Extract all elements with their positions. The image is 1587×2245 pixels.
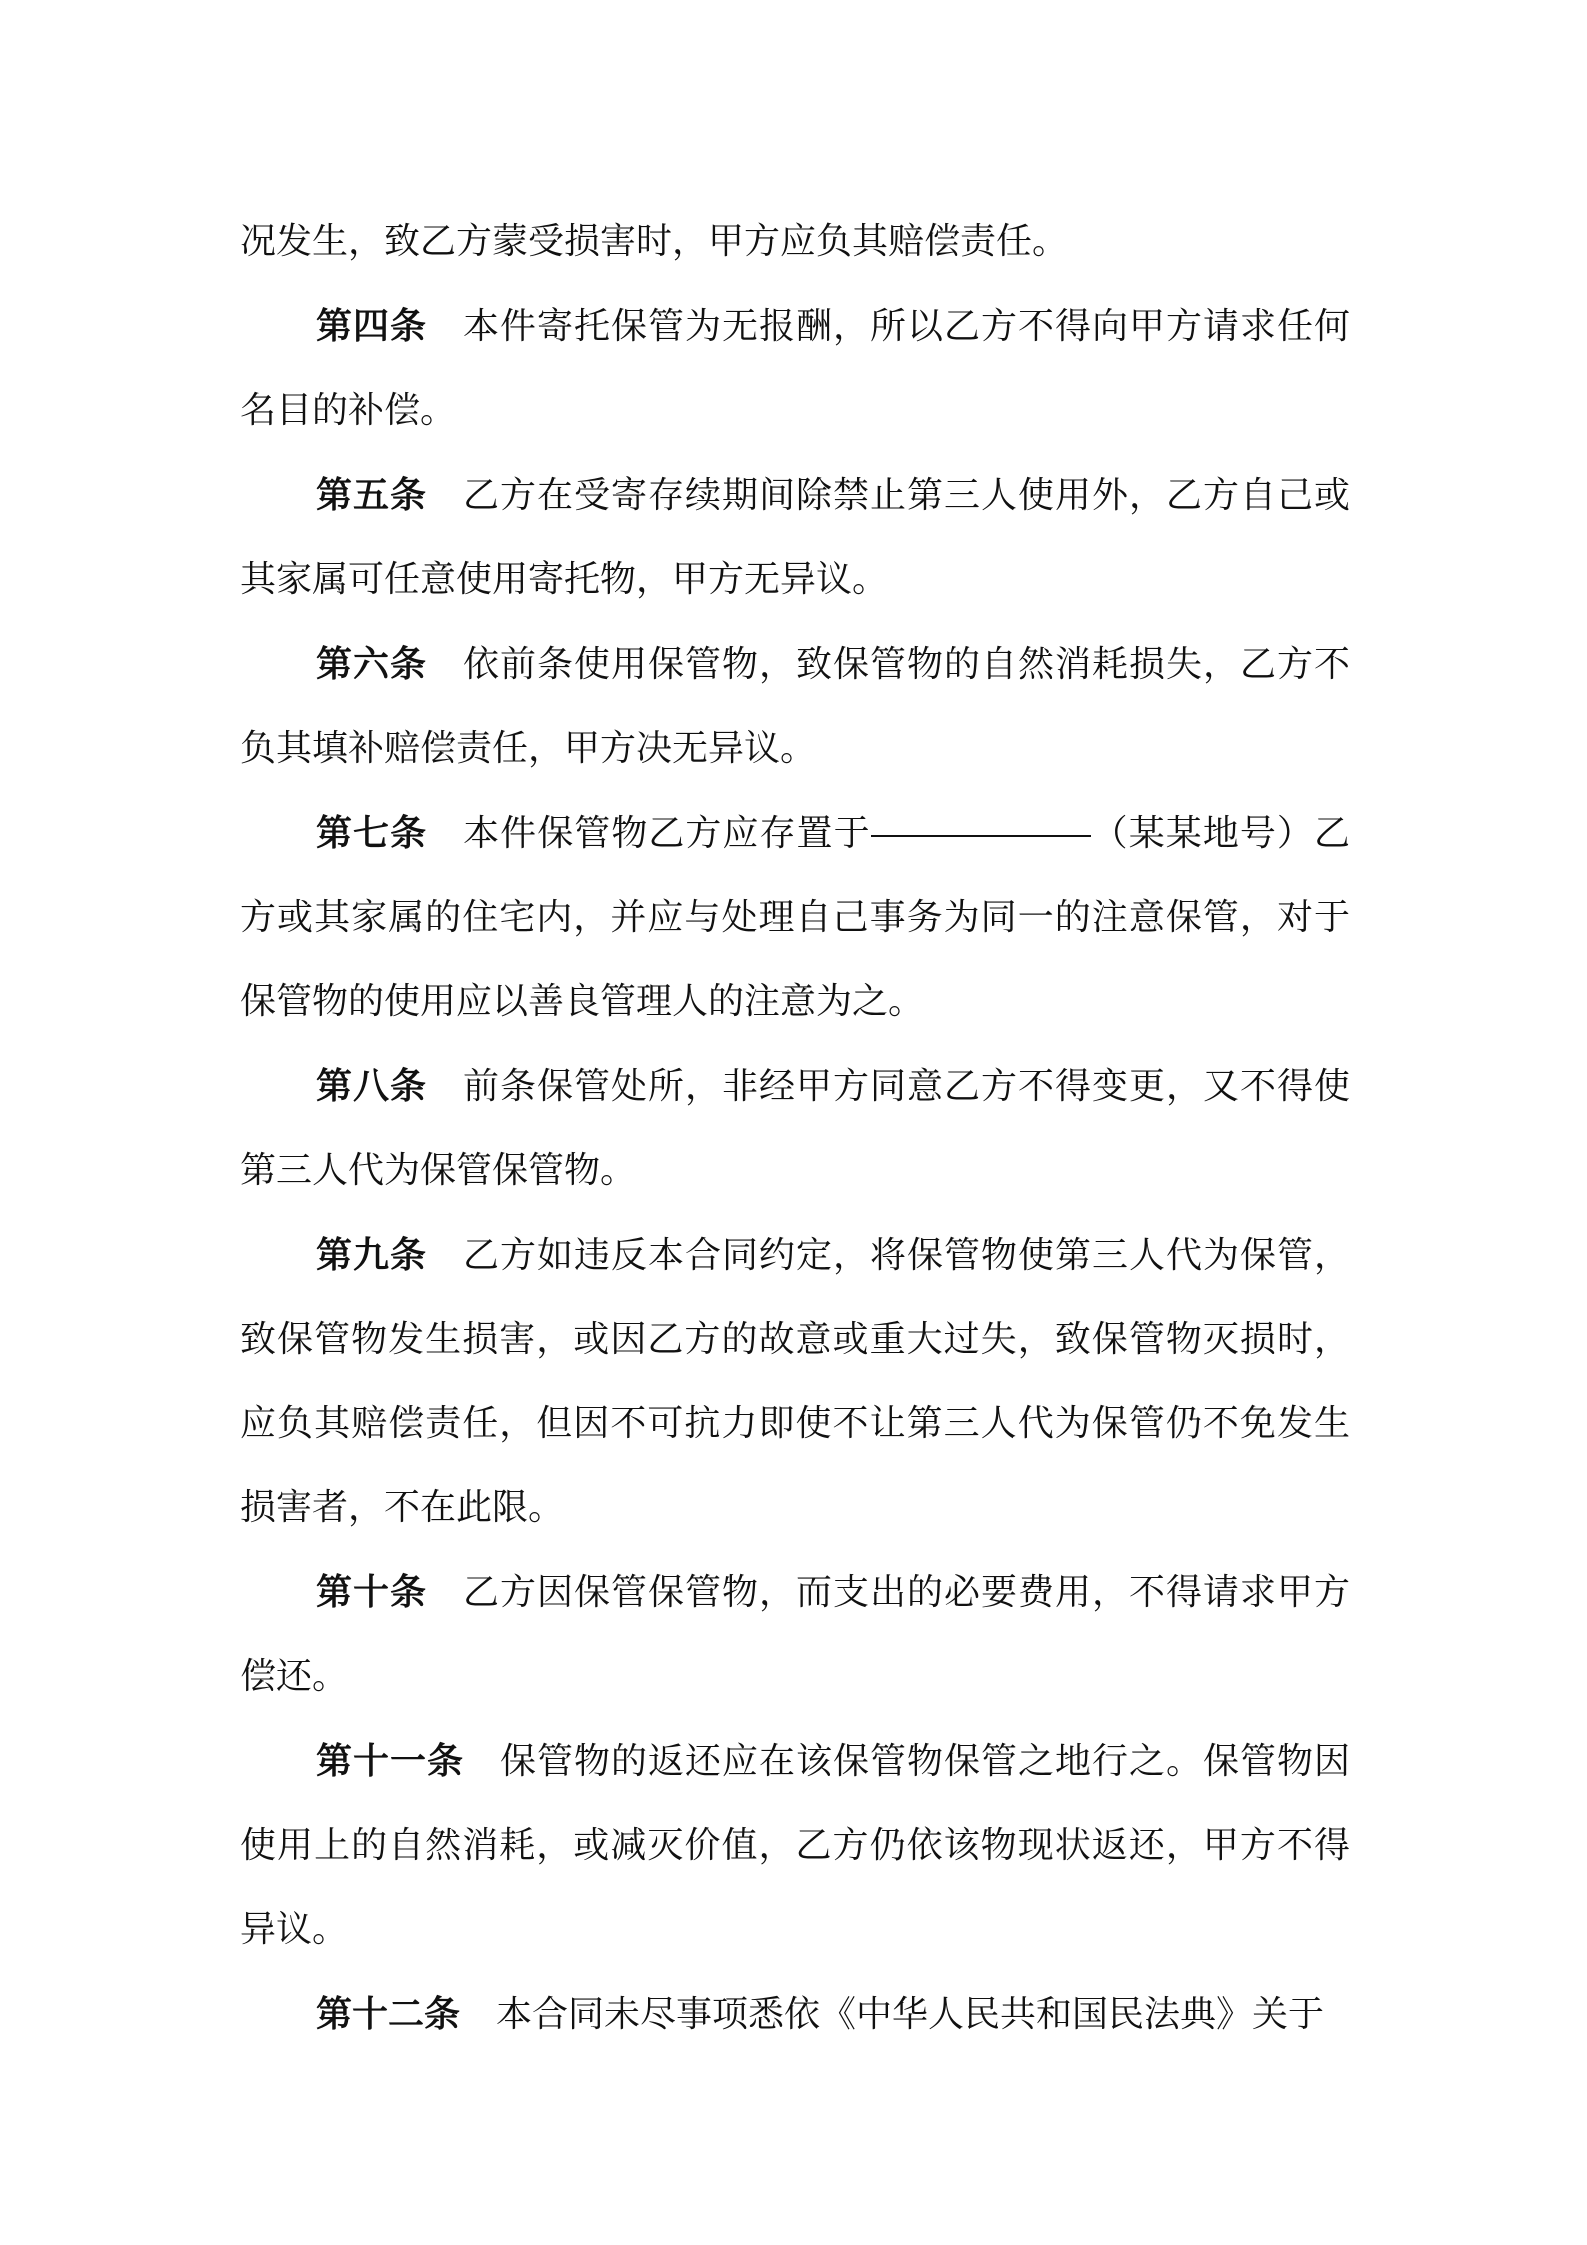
article-5 (240, 453, 1350, 622)
article-4-text: 本件寄托保管为无报酬，所以乙方不得向甲方请求任何名目的补偿。 (240, 306, 1350, 431)
continuation-paragraph: 况发生，致乙方蒙受损害时，甲方应负其赔偿责任。 (240, 221, 1069, 262)
article-7 (240, 791, 1350, 1044)
article-6-label: 第六条 (316, 643, 427, 685)
article-10-text: 乙方因保管保管物，而支出的必要费用，不得请求甲方偿还。 (240, 1572, 1350, 1697)
article-8-text: 前条保管处所，非经甲方同意乙方不得变更，又不得使第三人代为保管保管物。 (240, 1066, 1350, 1191)
article-9-text: 乙方如违反本合同约定，将保管物使第三人代为保管，致保管物发生损害，或因乙方的故意或重大过失，致保管物灭损时，应负其赔偿责任，但因不可抗力即使不让第三人代为保管仍不免发生损害者，不在此限。 (240, 1235, 1350, 1528)
article-9-label: 第九条 (316, 1234, 427, 1276)
article-11-text: 保管物的返还应在该保管物保管之地行之。保管物因使用上的自然消耗，或减灭价值，乙方仍依该物现状返还，甲方不得异议。 (240, 1741, 1350, 1950)
article-5-text: 乙方在受寄存续期间除禁止第三人使用外，乙方自己或其家属可任意使用寄托物，甲方无异议。 (240, 475, 1350, 600)
article-4 (240, 284, 1350, 453)
article-10 (240, 1550, 1350, 1719)
article-9 (240, 1213, 1350, 1550)
article-4-label: 第四条 (316, 305, 427, 347)
article-6 (240, 622, 1350, 791)
location-blank-line (871, 835, 1091, 837)
article-7-label: 第七条 (316, 812, 428, 854)
article-5-label: 第五条 (316, 474, 427, 516)
article-7-text-before: 本件保管物乙方应存置于 (463, 813, 871, 854)
article-7-text-after: （某某地号）乙方或其家属的住宅内，并应与处理自己事务为同一的注意保管，对于保管物的使用应以善良管理人的注意为之。 (240, 813, 1350, 1022)
article-10-label: 第十条 (316, 1571, 427, 1613)
article-12-label: 第十二条 (316, 1993, 461, 2035)
document-page (240, 200, 1350, 2057)
article-8-label: 第八条 (316, 1065, 427, 1107)
article-6-text: 依前条使用保管物，致保管物的自然消耗损失，乙方不负其填补赔偿责任，甲方决无异议。 (240, 644, 1350, 769)
article-12-text: 本合同未尽事项悉依《中华人民共和国民法典》关于 (496, 1994, 1325, 2035)
article-8 (240, 1044, 1350, 1213)
article-11-label: 第十一条 (316, 1740, 464, 1782)
article-11 (240, 1719, 1350, 1972)
article-12 (240, 1972, 1350, 2057)
